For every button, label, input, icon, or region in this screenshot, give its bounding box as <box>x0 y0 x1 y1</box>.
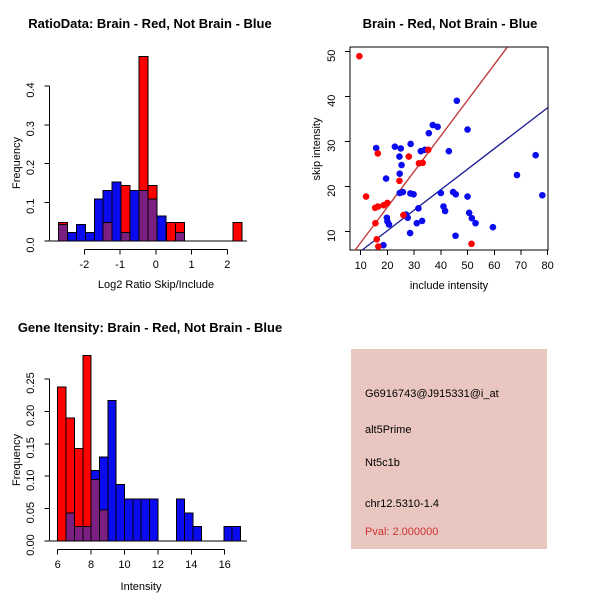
hist-bar-overlap <box>99 510 107 541</box>
gene-histogram-title: Gene Itensity: Brain - Red, Not Brain - Blue <box>17 320 283 335</box>
y-tick-label: 0.20 <box>25 404 37 427</box>
brain-point <box>425 147 432 154</box>
x-tick-label: -2 <box>79 259 90 271</box>
brain-point <box>375 203 382 210</box>
brain-point <box>400 212 407 219</box>
brain-point <box>374 150 381 157</box>
hist-bar <box>76 224 85 241</box>
notbrain-point <box>490 224 497 231</box>
y-tick-label: 20 <box>326 184 338 197</box>
x-tick-label: 60 <box>488 260 501 272</box>
hist-bar <box>91 470 99 479</box>
hist-bar <box>66 418 74 513</box>
hist-bar <box>108 400 116 541</box>
splice-type-text: alt5Prime <box>365 424 412 436</box>
notbrain-point <box>397 145 404 152</box>
notbrain-regression-line <box>362 108 548 251</box>
scatter-panel <box>300 0 600 300</box>
info-panel <box>300 300 600 600</box>
x-tick-label: -1 <box>115 259 125 271</box>
scatter-ylabel: skip intensity <box>311 117 323 181</box>
notbrain-point <box>392 143 399 150</box>
hist-bar <box>175 222 184 232</box>
hist-bar-overlap <box>66 513 74 541</box>
x-tick-label: 10 <box>118 559 131 571</box>
x-tick-label: 16 <box>218 559 231 571</box>
scatter-title: Brain - Red, Not Brain - Blue <box>362 16 538 31</box>
x-tick-label: 80 <box>541 260 554 272</box>
scatter-plot <box>300 0 600 300</box>
y-tick-label: 0.25 <box>25 372 37 394</box>
notbrain-point <box>386 221 393 228</box>
ratio-histogram-title: RatioData: Brain - Red, Not Brain - Blue <box>28 16 272 31</box>
y-tick-label: 0.10 <box>25 469 37 491</box>
notbrain-point <box>472 220 479 227</box>
ratio-histogram-panel <box>0 0 300 300</box>
histogram-group <box>25 356 247 571</box>
y-tick-label: 50 <box>326 49 338 62</box>
ratio-histogram-xlabel: Log2 Ratio Skip/Include <box>97 279 215 291</box>
hist-bar <box>233 222 242 241</box>
x-tick-label: 70 <box>514 260 528 272</box>
hist-bar <box>67 232 76 241</box>
info-box <box>351 349 547 549</box>
brain-point <box>396 178 403 185</box>
gene-histogram-panel <box>0 300 300 600</box>
brain-point <box>405 153 412 160</box>
brain-point <box>356 53 363 60</box>
notbrain-point <box>410 191 417 198</box>
notbrain-point <box>396 153 403 160</box>
notbrain-point <box>400 189 407 196</box>
y-tick-label: 0.00 <box>25 534 37 556</box>
hist-bar <box>94 199 103 241</box>
hist-bar <box>121 186 130 233</box>
brain-point <box>372 220 379 227</box>
notbrain-point <box>446 148 453 155</box>
hist-bar <box>59 222 68 224</box>
notbrain-point <box>514 172 521 179</box>
hist-bar <box>185 513 193 541</box>
hist-bar-overlap <box>121 232 130 241</box>
notbrain-point <box>442 208 449 215</box>
brain-point <box>363 193 370 200</box>
notbrain-point <box>452 191 459 198</box>
hist-bar <box>85 232 94 241</box>
hist-bar <box>193 527 201 541</box>
notbrain-point <box>396 170 403 177</box>
notbrain-point <box>438 190 445 197</box>
notbrain-point <box>464 126 471 133</box>
hist-bar <box>139 57 148 191</box>
notbrain-point <box>464 193 471 200</box>
hist-bar-overlap <box>74 527 82 541</box>
notbrain-point <box>383 175 390 182</box>
notbrain-point <box>532 152 539 159</box>
hist-bar <box>148 186 157 199</box>
x-tick-label: 20 <box>381 260 394 272</box>
pval-text: Pval: 2.000000 <box>365 526 439 538</box>
hist-bar <box>125 499 133 541</box>
hist-bar-overlap <box>148 199 157 241</box>
hist-bar <box>157 216 166 241</box>
brain-point <box>468 241 475 248</box>
notbrain-point <box>398 162 405 169</box>
notbrain-point <box>452 232 459 239</box>
x-tick-label: 12 <box>151 559 165 571</box>
brain-point <box>373 236 380 243</box>
x-tick-label: 30 <box>407 260 421 272</box>
histogram-group <box>25 57 247 271</box>
x-tick-label: 40 <box>434 260 447 272</box>
x-tick-label: 8 <box>88 559 95 571</box>
hist-bar <box>116 485 124 541</box>
locus-text: chr12.5310-1.4 <box>365 498 439 510</box>
ratio-histogram-ylabel: Frequency <box>11 137 23 189</box>
notbrain-point <box>407 141 414 148</box>
y-tick-label: 0.2 <box>25 159 37 176</box>
y-tick-label: 0.4 <box>25 82 37 98</box>
x-tick-label: 14 <box>185 559 198 571</box>
notbrain-point <box>407 230 414 237</box>
y-tick-label: 0.15 <box>25 437 37 459</box>
notbrain-point <box>419 218 426 225</box>
hist-bar-overlap <box>83 527 91 541</box>
hist-bar <box>167 222 176 241</box>
hist-bar <box>150 499 158 541</box>
y-tick-label: 0.1 <box>25 198 37 214</box>
x-tick-label: 2 <box>224 259 231 271</box>
brain-point <box>419 160 426 167</box>
notbrain-point <box>426 130 433 137</box>
hist-bar <box>176 499 184 541</box>
gene-name-text: Nt5c1b <box>365 457 400 469</box>
y-tick-label: 30 <box>326 139 338 152</box>
notbrain-point <box>539 192 546 199</box>
x-tick-label: 50 <box>461 260 474 272</box>
notbrain-point <box>434 124 441 131</box>
notbrain-point <box>415 205 422 212</box>
hist-bar <box>83 356 91 527</box>
ratio-histogram-plot <box>0 0 300 300</box>
x-tick-label: 6 <box>54 559 61 571</box>
hist-bar-overlap <box>103 222 112 241</box>
gene-histogram-ylabel: Frequency <box>11 434 23 486</box>
y-tick-label: 0.3 <box>25 121 37 137</box>
probe-id-text: G6916743@J915331@i_at <box>365 388 499 400</box>
hist-bar <box>224 527 232 541</box>
y-tick-label: 40 <box>326 94 338 107</box>
brain-point <box>384 200 391 207</box>
scatter-group <box>326 47 554 272</box>
hist-bar <box>133 499 141 541</box>
hist-bar <box>130 191 139 241</box>
brain-point <box>375 243 382 250</box>
hist-bar-overlap <box>59 224 68 241</box>
hist-bar <box>99 457 107 510</box>
hist-bar-overlap <box>139 191 148 241</box>
y-tick-label: 0.0 <box>25 237 37 253</box>
y-tick-label: 10 <box>326 229 338 242</box>
hist-bar <box>58 387 66 541</box>
gene-histogram-xlabel: Intensity <box>120 581 162 593</box>
x-tick-label: 10 <box>354 260 367 272</box>
notbrain-point <box>454 97 461 104</box>
y-tick-label: 0.05 <box>25 501 37 524</box>
scatter-xlabel: include intensity <box>409 280 489 292</box>
hist-bar <box>232 527 240 541</box>
hist-bar <box>112 182 121 241</box>
x-tick-label: 1 <box>188 259 195 271</box>
x-tick-label: 0 <box>152 259 159 271</box>
hist-bar-overlap <box>175 232 184 241</box>
hist-bar <box>74 448 82 526</box>
gene-histogram-plot <box>0 300 300 600</box>
hist-bar <box>103 191 112 223</box>
hist-bar-overlap <box>91 479 99 541</box>
hist-bar <box>141 499 149 541</box>
